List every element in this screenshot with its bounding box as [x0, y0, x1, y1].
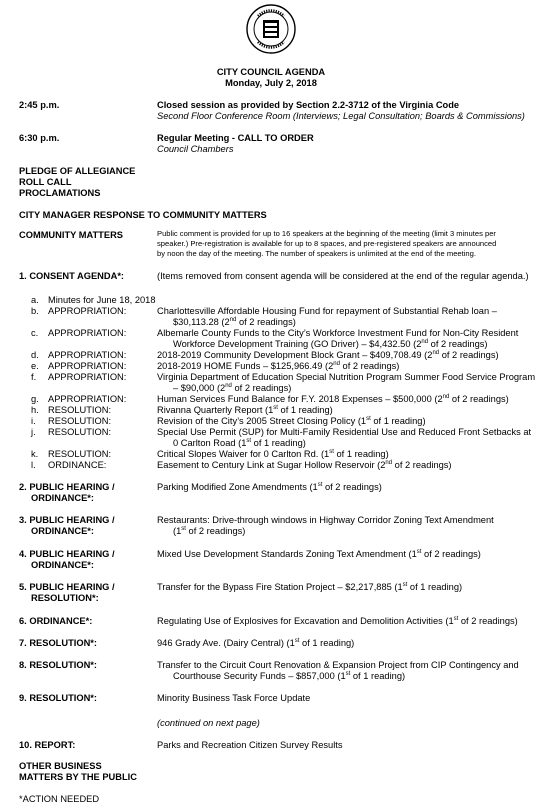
agenda-item-label-cont: ORDINANCE*: [31, 493, 95, 503]
report-description: Parks and Recreation Citizen Survey Results [157, 740, 343, 750]
roll-call-heading: ROLL CALL [19, 177, 72, 187]
consent-item-letter: g. [31, 394, 39, 404]
agenda-item-description: Transfer for the Bypass Fire Station Project – $2,217,885 (1st of 1 reading) [157, 581, 463, 592]
agenda-item-description-cont: (1st of 2 readings) [173, 525, 246, 536]
agenda-item-label: 3. PUBLIC HEARING / [19, 515, 115, 525]
community-matters-text-line: speaker.) Pre-registration is available for up to 8 spaces, and pre-registered speakers are announced [157, 239, 497, 248]
agenda-item-label-cont: ORDINANCE*: [31, 560, 95, 570]
consent-item-letter: j. [31, 427, 36, 437]
consent-item-type: APPROPRIATION: [48, 361, 127, 371]
regular-meeting-location: Council Chambers [157, 144, 234, 154]
consent-item-description-cont: 0 Carlton Road (1st of 1 reading) [173, 437, 306, 448]
consent-item-description: Albemarle County Funds to the City’s Workforce Investment Fund for Non-City Resident [157, 328, 519, 338]
agenda-title: CITY COUNCIL AGENDA [216, 67, 326, 77]
consent-item-letter: a. [31, 295, 39, 305]
agenda-item-description: Minority Business Task Force Update [157, 693, 311, 703]
agenda-item-description: 946 Grady Ave. (Dairy Central) (1st of 1 reading) [157, 637, 355, 648]
consent-item-description: 2018-2019 Community Development Block Grant – $409,708.49 (2nd of 2 readings) [157, 349, 499, 360]
community-matters-text-line: by noon the day of the meeting. The number of speakers is unlimited at the end of the meeting. [157, 249, 476, 258]
consent-item-letter: f. [31, 372, 37, 382]
agenda-item-label: 5. PUBLIC HEARING / [19, 582, 115, 592]
agenda-item-description: Transfer to the Circuit Court Renovation & Expansion Project from CIP Contingency and [157, 660, 519, 670]
community-matters-label: COMMUNITY MATTERS [19, 230, 123, 240]
report-label: 10. REPORT: [19, 740, 76, 750]
consent-item-title: Minutes for June 18, 2018 [48, 295, 156, 305]
consent-item-type: RESOLUTION: [48, 416, 112, 426]
consent-item-description: Special Use Permit (SUP) for Multi-Family Residential Use and Reduced Front Setbacks at [157, 427, 532, 437]
consent-item-type: ORDINANCE: [48, 460, 107, 470]
consent-item-letter: l. [31, 460, 36, 470]
consent-item-type: RESOLUTION: [48, 405, 112, 415]
consent-item-letter: d. [31, 350, 39, 360]
continued-note: (continued on next page) [157, 718, 260, 728]
city-manager-heading: CITY MANAGER RESPONSE TO COMMUNITY MATTERS [19, 210, 267, 220]
consent-item-description: Easement to Century Link at Sugar Hollow Reservoir (2nd of 2 readings) [157, 459, 452, 470]
agenda-item-description-cont: Courthouse Security Funds – $857,000 (1st of 1 reading) [173, 670, 406, 681]
matters-by-public-heading: MATTERS BY THE PUBLIC [19, 772, 137, 782]
agenda-item-label: 7. RESOLUTION*: [19, 638, 97, 648]
city-seal [246, 4, 296, 54]
closed-session-title: Closed session as provided by Section 2.2-3712 of the Virginia Code [157, 100, 460, 110]
consent-item-description: Rivanna Quarterly Report (1st of 1 reading) [157, 404, 333, 415]
consent-item-description-cont: Workforce Development Training (GO Driver) – $4,432.50 (2nd of 2 readings) [173, 338, 488, 349]
consent-item-letter: b. [31, 306, 39, 316]
consent-item-description-cont: – $90,000 (2nd of 2 readings) [173, 382, 292, 393]
agenda-item-label: 4. PUBLIC HEARING / [19, 549, 115, 559]
pledge-heading: PLEDGE OF ALLEGIANCE [19, 166, 136, 176]
agenda-item-label: 2. PUBLIC HEARING / [19, 482, 115, 492]
agenda-item-label-cont: ORDINANCE*: [31, 526, 95, 536]
agenda-item-label: 8. RESOLUTION*: [19, 660, 97, 670]
consent-item-letter: i. [31, 416, 36, 426]
consent-item-letter: e. [31, 361, 39, 371]
agenda-item-label: 9. RESOLUTION*: [19, 693, 97, 703]
consent-item-description: Revision of the City’s 2005 Street Closing Policy (1st of 1 reading) [157, 415, 426, 426]
consent-item-letter: c. [31, 328, 39, 338]
proclamations-heading: PROCLAMATIONS [19, 188, 101, 198]
consent-item-letter: h. [31, 405, 39, 415]
consent-item-letter: k. [31, 449, 39, 459]
consent-agenda-note: (Items removed from consent agenda will be considered at the end of the regular agenda.) [157, 271, 529, 281]
consent-item-type: APPROPRIATION: [48, 328, 127, 338]
regular-meeting-title: Regular Meeting - CALL TO ORDER [157, 133, 314, 143]
consent-item-description: Human Services Fund Balance for F.Y. 2018 Expenses – $500,000 (2nd of 2 readings) [157, 393, 509, 404]
other-business-heading: OTHER BUSINESS [19, 761, 102, 771]
agenda-item-description: Restaurants: Drive-through windows in Highway Corridor Zoning Text Amendment [157, 515, 494, 525]
closed-session-time: 2:45 p.m. [19, 100, 60, 110]
action-needed-footnote: *ACTION NEEDED [19, 794, 100, 804]
agenda-item-label: 6. ORDINANCE*: [19, 616, 93, 626]
consent-item-type: RESOLUTION: [48, 427, 112, 437]
closed-session-location: Second Floor Conference Room (Interviews; Legal Consultation; Boards & Commissions) [157, 111, 525, 121]
consent-item-description: 2018-2019 HOME Funds – $125,966.49 (2nd of 2 readings) [157, 360, 400, 371]
consent-item-type: APPROPRIATION: [48, 372, 127, 382]
agenda-item-label-cont: RESOLUTION*: [31, 593, 99, 603]
consent-item-type: APPROPRIATION: [48, 394, 127, 404]
agenda-item-description: Parking Modified Zone Amendments (1st of 2 readings) [157, 481, 382, 492]
agenda-date: Monday, July 2, 2018 [225, 78, 317, 88]
consent-item-type: RESOLUTION: [48, 449, 112, 459]
consent-agenda-label: 1. CONSENT AGENDA*: [19, 271, 125, 281]
agenda-item-description: Regulating Use of Explosives for Excavation and Demolition Activities (1st of 2 readings) [157, 615, 518, 626]
consent-item-type: APPROPRIATION: [48, 306, 127, 316]
agenda-item-description: Mixed Use Development Standards Zoning Text Amendment (1st of 2 readings) [157, 548, 481, 559]
regular-meeting-time: 6:30 p.m. [19, 133, 60, 143]
consent-item-description: Critical Slopes Waiver for 0 Carlton Rd. (1st of 1 reading) [157, 448, 389, 459]
consent-item-description: Virginia Department of Education Special Nutrition Program Summer Food Service Program [157, 372, 536, 382]
consent-item-type: APPROPRIATION: [48, 350, 127, 360]
community-matters-text-line: Public comment is provided for up to 16 speakers at the beginning of the meeting (limit 3 minutes per [157, 229, 496, 238]
consent-item-description: Charlottesville Affordable Housing Fund for repayment of Substantial Rehab loan – [157, 306, 497, 316]
consent-item-description-cont: $30,113.28 (2nd of 2 readings) [173, 316, 296, 327]
